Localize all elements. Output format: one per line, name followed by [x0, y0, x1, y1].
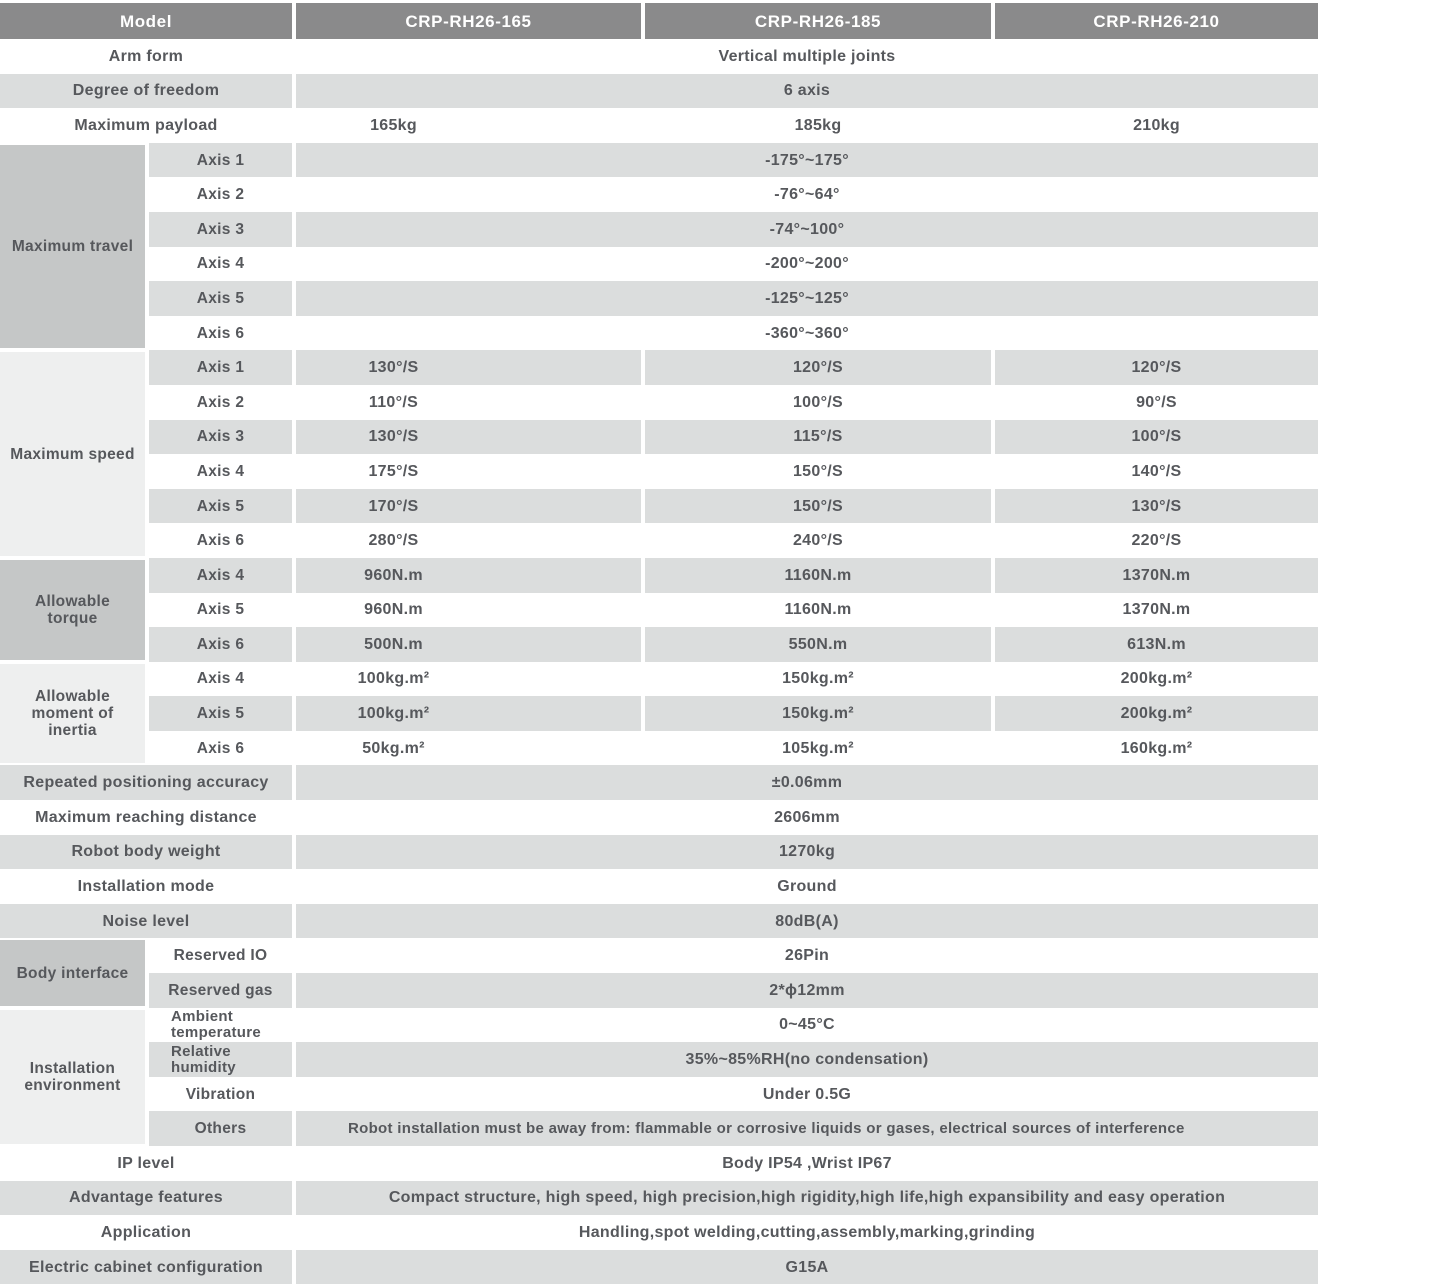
- advantage-value: Compact structure, high speed, high precision,high rigidity,high life,high expansibility and easy operation: [296, 1181, 1318, 1216]
- reach-label: Maximum reaching distance: [35, 808, 257, 826]
- travel-axis-2-label: Axis 2: [196, 186, 245, 204]
- cabinet-label: Electric cabinet configuration: [0, 1250, 292, 1285]
- travel-axis-5-value: -125°~125°: [296, 281, 1318, 316]
- speed-axis-3-value-2: 115°/S: [645, 420, 991, 455]
- payload-label: Maximum payload: [74, 116, 218, 134]
- torque-axis-6-value-1: 500N.m: [296, 627, 641, 662]
- inertia-axis-6-value-2: 105kg.m²: [782, 739, 854, 757]
- inertia-axis-5-value-1: 100kg.m²: [296, 696, 641, 731]
- torque-axis-4-value-2: 1160N.m: [645, 558, 991, 593]
- cabinet-value: G15A: [296, 1250, 1318, 1285]
- travel-group-label: Maximum travel: [0, 143, 145, 351]
- weight-value: 1270kg: [296, 835, 1318, 870]
- header-model-3: CRP-RH26-210: [995, 3, 1318, 39]
- environment-group-label: Installation environment: [0, 1008, 145, 1146]
- inertia-axis-5-value-2: 150kg.m²: [645, 696, 991, 731]
- header-model-label: Model: [0, 3, 292, 39]
- speed-group-label: Maximum speed: [0, 350, 145, 558]
- travel-axis-1-label: Axis 1: [149, 143, 292, 178]
- travel-axis-3-value: -74°~100°: [296, 212, 1318, 247]
- inertia-axis-6-value-1: 50kg.m²: [362, 739, 425, 757]
- payload-value-3: 210kg: [1133, 116, 1180, 134]
- travel-axis-2-value: -76°~64°: [774, 186, 840, 204]
- speed-axis-4-value-2: 150°/S: [792, 462, 843, 480]
- reach-value: 2606mm: [774, 808, 840, 826]
- torque-axis-6-value-3: 613N.m: [995, 627, 1318, 662]
- torque-axis-5-value-2: 1160N.m: [784, 601, 852, 619]
- torque-axis-5-value-1: 960N.m: [364, 601, 423, 619]
- speed-axis-4-value-1: 175°/S: [368, 462, 419, 480]
- reserved-gas-label: Reserved gas: [149, 973, 292, 1008]
- inertia-axis-4-value-3: 200kg.m²: [1120, 670, 1193, 688]
- vibration-value: Under 0.5G: [762, 1085, 852, 1103]
- inertia-axis-4-label: Axis 4: [196, 670, 245, 688]
- ip-level-value: Body IP54 ,Wrist IP67: [722, 1154, 892, 1172]
- torque-axis-4-value-1: 960N.m: [296, 558, 641, 593]
- travel-axis-1-value: -175°~175°: [296, 143, 1318, 178]
- arm-form-value: Vertical multiple joints: [718, 47, 896, 65]
- inertia-axis-4-value-1: 100kg.m²: [357, 670, 430, 688]
- reserved-io-value: 26Pin: [784, 947, 830, 965]
- speed-axis-4-value-3: 140°/S: [1131, 462, 1182, 480]
- ambient-temp-label: Ambient temperature: [171, 1007, 261, 1041]
- application-value: Handling,spot welding,cutting,assembly,marking,grinding: [578, 1223, 1036, 1241]
- humidity-value: 35%~85%RH(no condensation): [296, 1042, 1318, 1077]
- speed-axis-2-value-3: 90°/S: [1136, 393, 1177, 411]
- inertia-axis-5-value-3: 200kg.m²: [995, 696, 1318, 731]
- weight-label: Robot body weight: [0, 835, 292, 870]
- speed-axis-6-label: Axis 6: [196, 532, 245, 550]
- speed-axis-2-value-1: 110°/S: [368, 393, 419, 411]
- speed-axis-1-label: Axis 1: [149, 350, 292, 385]
- speed-axis-2-value-2: 100°/S: [792, 393, 843, 411]
- arm-form-label: Arm form: [108, 47, 184, 65]
- others-label: Others: [149, 1111, 292, 1146]
- reserved-io-label: Reserved IO: [173, 947, 268, 965]
- inertia-axis-6-value-3: 160kg.m²: [1120, 739, 1193, 757]
- speed-axis-5-value-3: 130°/S: [995, 489, 1318, 524]
- payload-value-1: 165kg: [370, 116, 417, 134]
- installation-mode-value: Ground: [777, 878, 837, 896]
- speed-axis-2-label: Axis 2: [196, 393, 245, 411]
- accuracy-value: ±0.06mm: [296, 765, 1318, 800]
- speed-axis-3-value-3: 100°/S: [995, 420, 1318, 455]
- torque-axis-5-value-3: 1370N.m: [1122, 601, 1191, 619]
- inertia-axis-6-label: Axis 6: [196, 739, 245, 757]
- dof-label: Degree of freedom: [0, 74, 292, 109]
- speed-axis-6-value-2: 240°/S: [792, 532, 843, 550]
- speed-axis-5-value-2: 150°/S: [645, 489, 991, 524]
- header-model-2: CRP-RH26-185: [645, 3, 991, 39]
- inertia-axis-5-label: Axis 5: [149, 696, 292, 731]
- travel-axis-6-label: Axis 6: [196, 324, 245, 342]
- body-interface-group-label: Body interface: [0, 938, 145, 1007]
- application-label: Application: [100, 1223, 192, 1241]
- header-model-1: CRP-RH26-165: [296, 3, 641, 39]
- travel-axis-5-label: Axis 5: [149, 281, 292, 316]
- robot-spec-table: [0, 3, 1318, 1284]
- others-value: Robot installation must be away from: flammable or corrosive liquids or gases, electrical sources of interference: [296, 1111, 1318, 1146]
- speed-axis-1-value-1: 130°/S: [296, 350, 641, 385]
- torque-axis-6-value-2: 550N.m: [645, 627, 991, 662]
- dof-value: 6 axis: [296, 74, 1318, 109]
- speed-axis-5-value-1: 170°/S: [296, 489, 641, 524]
- speed-axis-6-value-1: 280°/S: [368, 532, 419, 550]
- inertia-group-label: Allowable moment of inertia: [0, 662, 145, 766]
- travel-axis-4-value: -200°~200°: [765, 255, 849, 273]
- noise-value: 80dB(A): [296, 904, 1318, 939]
- accuracy-label: Repeated positioning accuracy: [0, 765, 292, 800]
- torque-axis-5-label: Axis 5: [196, 601, 245, 619]
- ambient-temp-value: 0~45°C: [779, 1016, 835, 1034]
- reserved-gas-value: 2*ϕ12mm: [296, 973, 1318, 1008]
- torque-axis-4-label: Axis 4: [149, 558, 292, 593]
- speed-axis-1-value-2: 120°/S: [645, 350, 991, 385]
- advantage-label: Advantage features: [0, 1181, 292, 1216]
- speed-axis-3-value-1: 130°/S: [296, 420, 641, 455]
- noise-label: Noise level: [0, 904, 292, 939]
- humidity-label: Relative humidity: [149, 1042, 292, 1077]
- speed-axis-6-value-3: 220°/S: [1131, 532, 1182, 550]
- travel-axis-3-label: Axis 3: [149, 212, 292, 247]
- torque-axis-6-label: Axis 6: [149, 627, 292, 662]
- torque-axis-4-value-3: 1370N.m: [995, 558, 1318, 593]
- speed-axis-4-label: Axis 4: [196, 462, 245, 480]
- vibration-label: Vibration: [185, 1085, 256, 1103]
- installation-mode-label: Installation mode: [77, 878, 215, 896]
- travel-axis-6-value: -360°~360°: [765, 324, 849, 342]
- torque-group-label: Allowable torque: [0, 558, 145, 662]
- ip-level-label: IP level: [117, 1154, 175, 1172]
- speed-axis-3-label: Axis 3: [149, 420, 292, 455]
- speed-axis-5-label: Axis 5: [149, 489, 292, 524]
- travel-axis-4-label: Axis 4: [196, 255, 245, 273]
- payload-value-2: 185kg: [794, 116, 842, 134]
- inertia-axis-4-value-2: 150kg.m²: [782, 670, 854, 688]
- speed-axis-1-value-3: 120°/S: [995, 350, 1318, 385]
